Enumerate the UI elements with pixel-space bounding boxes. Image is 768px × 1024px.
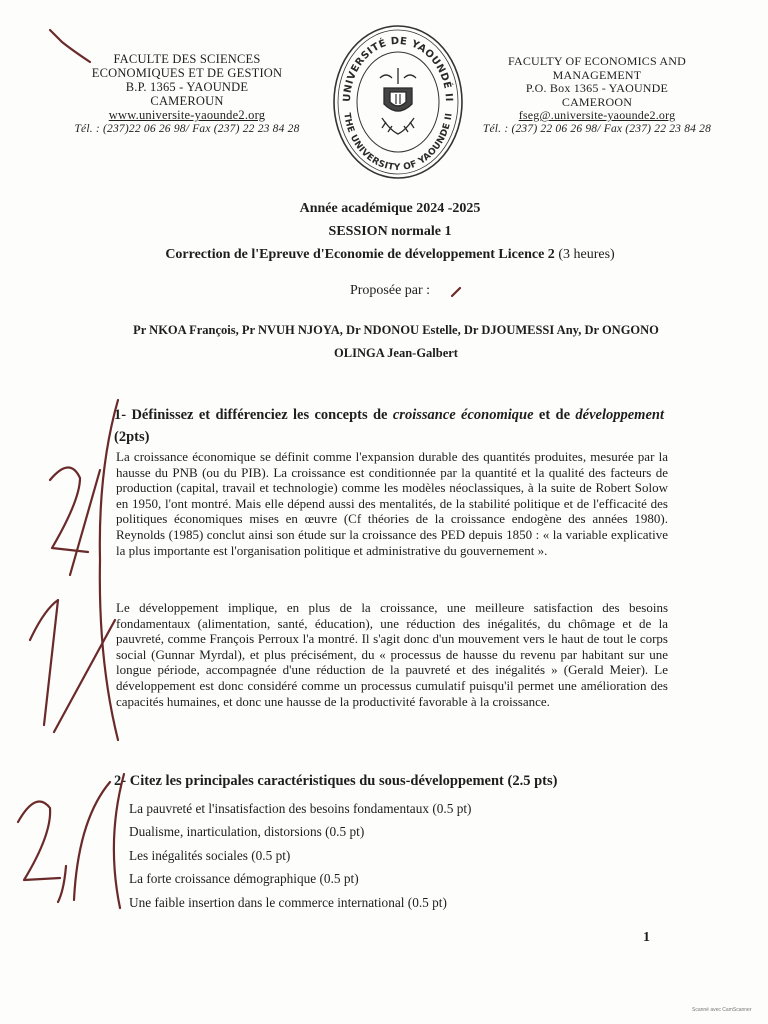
- answer-1-paragraph-2: Le développement implique, en plus de la croissance, une meilleure satisfaction des besoins fondamentaux (alimentation, santé, éducation), une réduction des inégalités, du chômage et de la pauvreté, comme François Perroux l'a montré. Il s'agit donc d'un mouvement vers le haut de tout le corps social (Gunnar Myrdal), et plus précisément, du « processus de hausse du revenu par habitant sur une longue période, accompagnée d'une réduction de la pauvreté et des inégalités » (Gerald Meier). Le développement est donc considéré comme un processus cumulatif puisqu'il permet une amélioration des capacités humaines, et donc une hausse de la productivité favorable à la croissance.: [116, 600, 668, 709]
- header-line: CAMEROUN: [150, 94, 224, 108]
- page-number: 1: [643, 930, 650, 945]
- question-number: 2-: [114, 773, 127, 789]
- slash-q1-b: [54, 620, 115, 732]
- contact-line: Tél. : (237)22 06 26 98/ Fax (237) 22 23 84 28: [74, 123, 300, 135]
- university-seal: [330, 22, 466, 182]
- header-line: FACULTY OF ECONOMICS AND: [507, 54, 687, 68]
- exam-title-main: Correction de l'Epreuve d'Economie de développement Licence 2: [165, 247, 555, 262]
- authors-line: OLINGA Jean-Galbert: [334, 346, 458, 360]
- mark-q2-slash: [74, 782, 110, 900]
- mark-q2-comma: [58, 866, 66, 902]
- mark-2-q1: [50, 467, 88, 552]
- proposed-by-label: Proposée par :: [349, 283, 431, 298]
- academic-year: Année académique 2024 -2025: [299, 201, 481, 216]
- authors-list: [86, 319, 706, 365]
- question-number: 1-: [114, 407, 127, 423]
- header-line: CAMEROON: [561, 94, 633, 109]
- session-label: SESSION normale 1: [328, 224, 452, 239]
- email-link[interactable]: fseg@.universite-yaounde2.org: [518, 108, 676, 122]
- exam-title: [100, 243, 680, 266]
- website-link[interactable]: www.universite-yaounde2.org: [108, 108, 266, 122]
- exam-title-block: [100, 197, 680, 266]
- header-line: B.P. 1365 - YAOUNDE: [125, 80, 249, 94]
- authors-line: Pr NKOA François, Pr NVUH NJOYA, Dr NDONOU Estelle, Dr DJOUMESSI Any, Dr ONGONO: [133, 323, 659, 337]
- slash-q1: [70, 470, 100, 575]
- answer-1-paragraph-1: La croissance économique se définit comme l'expansion durable des quantités produites, mesurée par la hausse du PNB (ou du PIB). La croissance est conditionnée par la quantité et la qualité des facteurs de production (capital, travail et technologie) comme les modèles néoclassiques, à la suite de Robert Solow en 1950, l'ont montré. Mais elle dépend aussi des mentalités, de la stabilité politique et de l'efficacité des politiques économiques mises en œuvre (Cf théories de la croissance endogène des années 1980). Reynolds (1985) conclut ainsi son étude sur la croissance des PED depuis 1850 : « la variable explicative la plus importante est l'organisation politique et administrative du gouvernement ».: [116, 449, 668, 558]
- list-item: Une faible insertion dans le commerce international (0.5 pt): [129, 894, 447, 910]
- faculty-header-english: [472, 55, 722, 136]
- question-term: développement: [575, 407, 664, 423]
- question-term: croissance économique: [392, 407, 534, 423]
- list-item: La forte croissance démographique (0.5 pt): [129, 871, 359, 887]
- question-text: Définissez et différenciez les concepts de: [126, 407, 393, 423]
- seal-text-bottom: THE UNIVERSITY OF YAOUNDE II: [341, 112, 455, 174]
- question-2: [114, 770, 674, 792]
- list-item: La pauvreté et l'insatisfaction des besoins fondamentaux (0.5 pt): [129, 801, 472, 816]
- header-line: FACULTE DES SCIENCES: [113, 52, 261, 66]
- question-points: (2pts): [114, 429, 150, 445]
- header-line: P.O. Box 1365 - YAOUNDE: [525, 81, 669, 95]
- list-item: Les inégalités sociales (0.5 pt): [129, 847, 291, 863]
- list-item: Dualisme, inarticulation, distorsions (0.5 pt): [129, 824, 365, 840]
- mark-1-q1: [30, 600, 58, 725]
- question-text: et de: [533, 407, 576, 423]
- header-line: ECONOMIQUES ET DE GESTION: [91, 66, 283, 80]
- question-1: [114, 404, 664, 448]
- question-text: Citez les principales caractéristiques du sous-développement (2.5 pts): [126, 773, 558, 789]
- scanner-watermark: Scanné avec CamScanner: [692, 1007, 752, 1013]
- header-line: MANAGEMENT: [552, 67, 642, 82]
- faculty-header-french: [62, 52, 312, 136]
- seal-text-top: UNIVERSITÉ DE YAOUNDÉ II: [341, 35, 455, 103]
- mark-q2-two: [18, 802, 60, 880]
- answer-2-list: [129, 797, 629, 914]
- contact-line: Tél. : (237) 22 06 26 98/ Fax (237) 22 23 84 28: [482, 122, 712, 135]
- seal-emblem-icon: [380, 68, 416, 134]
- question-2-bracket: [114, 773, 127, 908]
- exam-duration: (3 heures): [554, 247, 615, 262]
